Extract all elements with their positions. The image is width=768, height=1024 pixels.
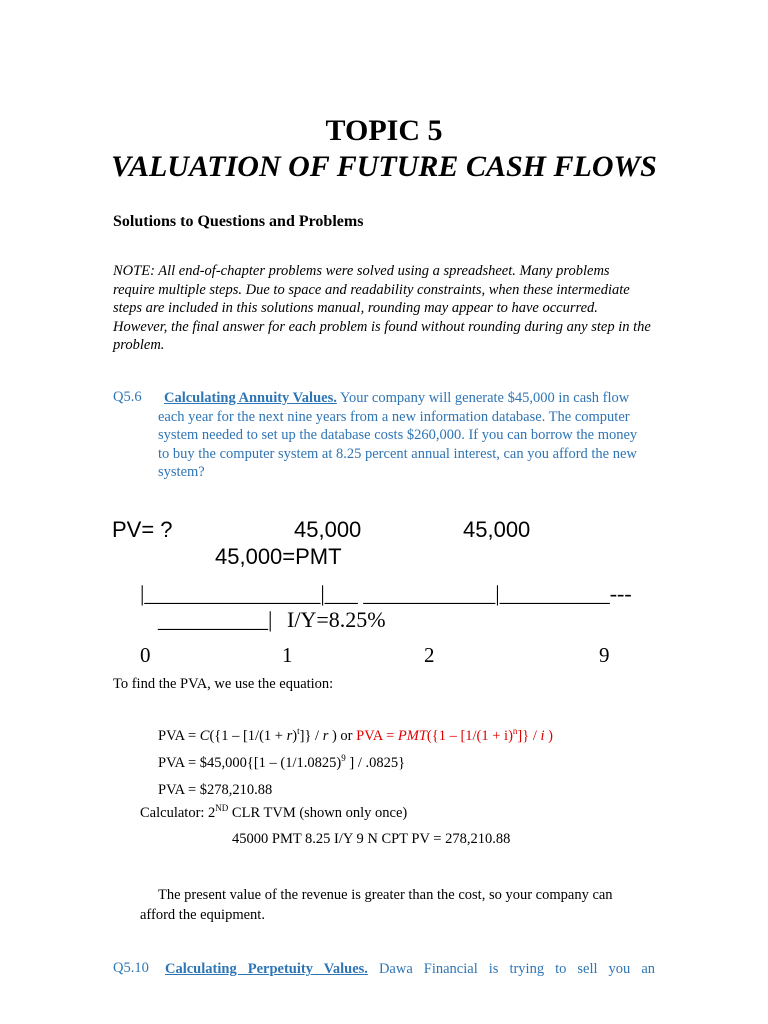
formula-text: ) — [292, 728, 298, 744]
formula-var-c: C — [199, 728, 210, 744]
formula-var-i: i — [540, 728, 545, 744]
question-text — [165, 960, 655, 979]
question-title: Calculating Annuity Values. — [164, 390, 337, 406]
period-0: 0 — [140, 643, 151, 667]
period-1: 1 — [282, 643, 293, 667]
timeline-line-continued: __________| — [158, 607, 273, 632]
solution-intro: To find the PVA, we use the equation: — [113, 676, 334, 692]
formula-text: PVA = — [356, 728, 398, 744]
note-paragraph: NOTE: All end-of-chapter problems were solved using a spreadsheet. Many problems require multiple steps. Due to space and readability constraints, when these intermediate steps are included in this solutions manual, rounding may appear to have occurred. However, the final answer for each problem is found without rounding during any step in the problem. — [113, 263, 651, 353]
conclusion-line-2: afford the equipment. — [140, 907, 265, 923]
formula-text: ]} / — [299, 728, 323, 744]
formula-text: Calculator: 2 — [140, 805, 216, 821]
formula-text: ]} / — [517, 728, 541, 744]
question-number: Q5.6 — [113, 389, 142, 405]
formula-superscript: ND — [215, 803, 229, 814]
question-number: Q5.10 — [113, 960, 149, 976]
pva-formula-alt — [356, 728, 553, 744]
formula-exponent: t — [297, 726, 300, 737]
formula-text: PVA = — [158, 728, 200, 744]
pva-substitution — [158, 755, 405, 772]
period-2: 2 — [424, 643, 435, 667]
question-title: Calculating Perpetuity Values. — [165, 961, 368, 977]
cash-flow-1: 45,000 — [294, 517, 362, 542]
cash-flow-2: 45,000 — [463, 517, 531, 542]
question-body: Dawa Financial is trying to sell you an — [378, 961, 656, 977]
pva-result: PVA = $278,210.88 — [158, 782, 273, 798]
pmt-label: 45,000=PMT — [215, 544, 342, 569]
formula-exponent: 9 — [341, 753, 346, 764]
formula-text: ] / .0825} — [345, 755, 406, 771]
formula-var-r: r — [286, 728, 293, 744]
period-9: 9 — [599, 643, 610, 667]
pv-label: PV= ? — [112, 517, 173, 542]
formula-text: ) or — [328, 728, 357, 744]
interest-rate-label: I/Y=8.25% — [287, 607, 386, 632]
page-subtitle: VALUATION OF FUTURE CASH FLOWS — [111, 150, 657, 183]
formula-exponent: n — [512, 726, 518, 737]
formula-var-r: r — [322, 728, 329, 744]
formula-text: ) — [544, 728, 553, 744]
formula-text: CLR TVM (shown only once) — [228, 805, 408, 821]
question-text — [158, 389, 650, 482]
formula-text: ({1 – [1/(1 + — [209, 728, 287, 744]
page-title: TOPIC 5 — [325, 114, 443, 147]
formula-var-pmt: PMT — [397, 728, 427, 744]
formula-text: ({1 – [1/(1 + i) — [426, 728, 513, 744]
formula-text: PVA = $45,000{[1 – (1/1.0825) — [158, 755, 342, 771]
calculator-keystrokes: 45000 PMT 8.25 I/Y 9 N CPT PV = 278,210.88 — [232, 831, 511, 847]
calculator-line — [140, 805, 407, 822]
conclusion-line-1: The present value of the revenue is greater than the cost, so your company can — [158, 887, 613, 903]
pva-formula — [158, 728, 553, 745]
question-body: Your company will generate $45,000 in cash flow each year for the next nine years from a new information database. The computer system needed to set up the database costs $260,000. If you can borrow the money to buy the computer system at 8.25 percent annual interest, can you afford the new system? — [158, 390, 638, 480]
section-heading: Solutions to Questions and Problems — [113, 213, 364, 230]
timeline-line: |________________|___ ____________|__________--- — [140, 581, 632, 606]
